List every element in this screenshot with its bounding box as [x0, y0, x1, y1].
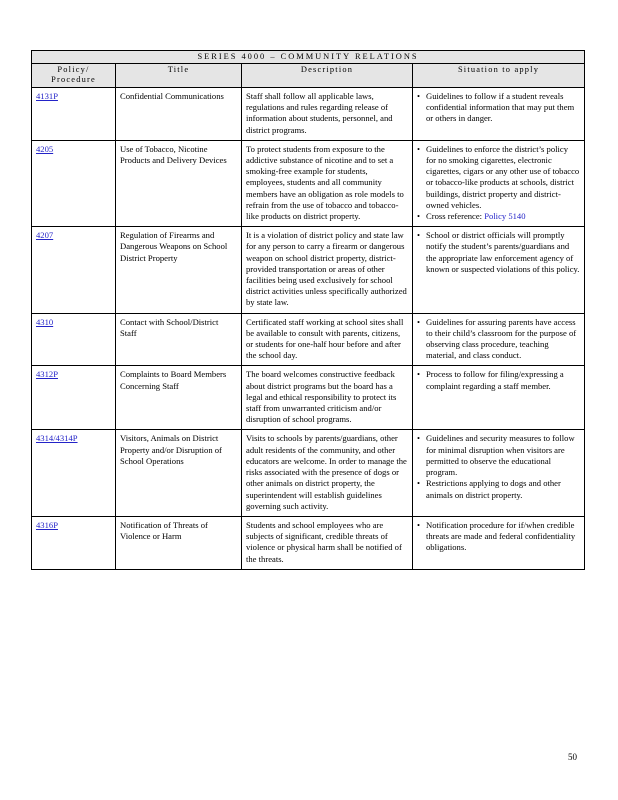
- bullet-icon: •: [417, 91, 421, 101]
- situation-list: [417, 520, 580, 554]
- situation-list: [417, 91, 580, 125]
- title-cell: Use of Tobacco, Nicotine Products and Delivery Devices: [116, 140, 242, 226]
- situation-item: [417, 317, 580, 362]
- description-cell: To protect students from exposure to the addictive substance of nicotine and to set a smoking-free example for students, employees, students and all community members have an obligation as role models to refrain from the use of tobacco and tobacco-like products on district property.: [242, 140, 413, 226]
- situation-text: Guidelines and security measures to follow for minimal disruption when visitors are permitted to observe the educational program.: [426, 433, 575, 478]
- situation-item: [417, 144, 580, 211]
- bullet-icon: •: [417, 211, 421, 222]
- series-header-row: [32, 51, 585, 64]
- situation-text: Restrictions applying to dogs and other animals on district property.: [426, 478, 561, 500]
- description-cell: Students and school employees who are subjects of significant, credible threats of violence or physical harm shall be notified of the threats.: [242, 516, 413, 569]
- policy-cell: [32, 313, 116, 366]
- policy-cell: [32, 88, 116, 141]
- situation-text: Guidelines to follow if a student reveals confidential information that may put them or others in danger.: [426, 91, 575, 124]
- situation-text: Process to follow for filing/expressing a complaint regarding a staff member.: [426, 369, 564, 391]
- cross-reference-label: Cross reference:: [426, 211, 485, 222]
- cross-reference-link[interactable]: Policy 5140: [484, 211, 526, 222]
- policy-cell: [32, 366, 116, 430]
- policy-cell: [32, 430, 116, 516]
- bullet-icon: •: [417, 433, 421, 444]
- title-cell: Contact with School/District Staff: [116, 313, 242, 366]
- situation-item: [417, 230, 580, 275]
- bullet-icon: •: [417, 230, 421, 241]
- table-row: [32, 430, 585, 516]
- title-cell: Visitors, Animals on District Property and/or Disruption of School Operations: [116, 430, 242, 516]
- title-cell: Confidential Communications: [116, 88, 242, 141]
- description-cell: It is a violation of district policy and state law for any person to carry a firearm or dangerous weapon on school district property, district-provided transportation or areas of other facilities being used exclusively for school district activities unless specifically authorized by state law.: [242, 227, 413, 313]
- description-cell: Visits to schools by parents/guardians, other adult residents of the community, and other educators are welcome. In order to manage the risks associated with the presence of dogs or other animals on district property, the superintendent will establish guidelines governing such activity.: [242, 430, 413, 516]
- header-description: Description: [242, 64, 413, 88]
- header-policy: Policy/ Procedure: [32, 64, 116, 88]
- policy-table: [31, 50, 585, 570]
- policy-link-4207[interactable]: 4207: [36, 230, 54, 241]
- situation-text: Notification procedure for if/when credible threats are made and federal confidentiality obligations.: [426, 519, 576, 553]
- series-title: SERIES 4000 – COMMUNITY RELATIONS: [32, 51, 585, 64]
- situation-cell: [413, 88, 585, 141]
- situation-cell: [413, 516, 585, 569]
- table-row: [32, 516, 585, 569]
- situation-item: [417, 433, 580, 478]
- policy-link-4310[interactable]: 4310: [36, 316, 54, 327]
- policy-link-4312p[interactable]: 4312P: [36, 369, 58, 380]
- page-number: 50: [568, 752, 577, 762]
- situation-item: [417, 91, 580, 125]
- table-row: [32, 140, 585, 226]
- bullet-icon: •: [417, 143, 421, 154]
- policy-cell: [32, 227, 116, 313]
- bullet-icon: •: [417, 316, 421, 327]
- policy-cell: [32, 140, 116, 226]
- situation-list: [417, 433, 580, 500]
- situation-text: School or district officials will promptly notify the student’s parents/guardians and the appropriate law enforcement agency of known or suspected violations of this policy.: [426, 230, 580, 274]
- title-cell: Regulation of Firearms and Dangerous Weapons on School District Property: [116, 227, 242, 313]
- description-cell: Certificated staff working at school sites shall be available to consult with parents, citizens, or students for one-half hour before and after the school day.: [242, 313, 413, 366]
- situation-cell: [413, 430, 585, 516]
- policy-cell: [32, 516, 116, 569]
- table-row: [32, 313, 585, 366]
- situation-item: [417, 520, 580, 554]
- situation-cell: [413, 140, 585, 226]
- title-cell: Complaints to Board Members Concerning Staff: [116, 366, 242, 430]
- policy-link-4314-4314p[interactable]: 4314/4314P: [36, 433, 78, 444]
- situation-text: Guidelines to enforce the district’s policy for no smoking cigarettes, electronic cigarettes, cigars or any other use of tobacco or tobacco-like products at schools, district buildings, district property and district-owned vehicles.: [426, 143, 580, 210]
- policy-link-4131p[interactable]: 4131P: [36, 91, 58, 101]
- description-cell: The board welcomes constructive feedback about district programs but the board has a legal and ethical responsibility to protect its staff from unwarranted criticism and/or disruption of school programs.: [242, 366, 413, 430]
- situation-item: [417, 478, 580, 500]
- situation-list: [417, 317, 580, 362]
- bullet-icon: •: [417, 519, 421, 530]
- table-row: [32, 88, 585, 141]
- situation-list: [417, 230, 580, 275]
- bullet-icon: •: [417, 369, 421, 380]
- table-row: [32, 366, 585, 430]
- column-header-row: [32, 64, 585, 88]
- description-cell: Staff shall follow all applicable laws, regulations and rules regarding release of information about students, personnel, and district programs.: [242, 88, 413, 141]
- situation-item: [417, 369, 580, 391]
- bullet-icon: •: [417, 478, 421, 489]
- situation-cell: [413, 366, 585, 430]
- situation-text: Guidelines for assuring parents have access to their child’s classroom for the purpose of observing class procedure, teaching material, and class conduct.: [426, 316, 577, 361]
- situation-list: [417, 369, 580, 391]
- policy-link-4205[interactable]: 4205: [36, 143, 54, 154]
- situation-cell: [413, 313, 585, 366]
- cross-reference-item: [417, 211, 580, 222]
- situation-list: [417, 144, 580, 222]
- table-row: [32, 227, 585, 313]
- policy-link-4316p[interactable]: 4316P: [36, 519, 58, 530]
- header-title: Title: [116, 64, 242, 88]
- header-situation: Situation to apply: [413, 64, 585, 88]
- title-cell: Notification of Threats of Violence or Harm: [116, 516, 242, 569]
- situation-cell: [413, 227, 585, 313]
